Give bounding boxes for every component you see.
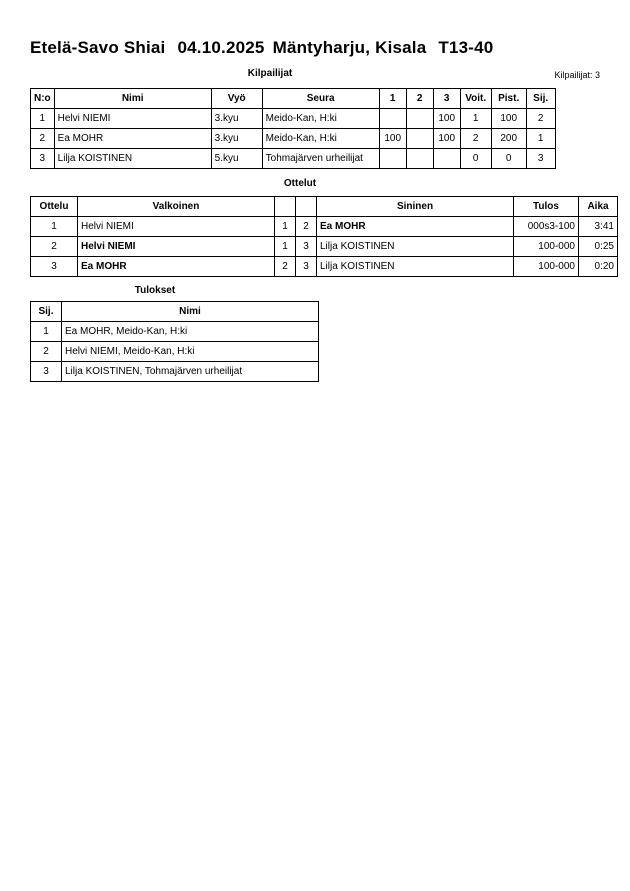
cell-opp-2 <box>406 129 433 149</box>
col-no: N:o <box>31 89 55 109</box>
cell-wins: 0 <box>460 149 491 169</box>
cell-club: Tohmajärven urheilijat <box>262 149 379 169</box>
cell-rank: 1 <box>31 322 62 342</box>
event-place: Mäntyharju, Kisala <box>272 38 427 57</box>
cell-wins: 1 <box>460 109 491 129</box>
cell-time: 3:41 <box>579 217 618 237</box>
cell-match: 2 <box>31 237 78 257</box>
table-row <box>31 322 319 342</box>
cell-rank: 1 <box>526 129 555 149</box>
cell-club: Meido-Kan, H:ki <box>262 129 379 149</box>
table-row <box>31 257 618 277</box>
col-white: Valkoinen <box>78 197 275 217</box>
cell-belt: 5.kyu <box>211 149 262 169</box>
col-club: Seura <box>262 89 379 109</box>
cell-opp-1: 100 <box>379 129 406 149</box>
cell-rank: 3 <box>526 149 555 169</box>
cell-rank: 3 <box>31 362 62 382</box>
event-category: T13-40 <box>438 38 494 57</box>
cell-wins: 2 <box>460 129 491 149</box>
table-header-row <box>31 197 618 217</box>
col-white-no <box>275 197 296 217</box>
competitor-count: Kilpailijat: 3 <box>554 70 600 80</box>
table-row <box>31 149 556 169</box>
col-belt: Vyö <box>211 89 262 109</box>
col-time: Aika <box>579 197 618 217</box>
col-rank: Sij. <box>526 89 555 109</box>
cell-rank: 2 <box>526 109 555 129</box>
cell-match: 3 <box>31 257 78 277</box>
table-header-row <box>31 89 556 109</box>
cell-points: 200 <box>491 129 526 149</box>
competitors-caption: Kilpailijat <box>247 68 293 79</box>
table-row <box>31 109 556 129</box>
col-match: Ottelu <box>31 197 78 217</box>
cell-no: 2 <box>31 129 55 149</box>
table-header-row <box>31 302 319 322</box>
cell-no: 3 <box>31 149 55 169</box>
competitors-table <box>30 88 556 169</box>
cell-white: Helvi NIEMI <box>78 217 275 237</box>
col-opp-2: 2 <box>406 89 433 109</box>
cell-name: Ea MOHR <box>54 129 211 149</box>
cell-blue-no: 3 <box>296 237 317 257</box>
col-name: Nimi <box>62 302 319 322</box>
table-row <box>31 342 319 362</box>
cell-opp-2 <box>406 149 433 169</box>
col-points: Pist. <box>491 89 526 109</box>
cell-time: 0:25 <box>579 237 618 257</box>
cell-name: Helvi NIEMI, Meido-Kan, H:ki <box>62 342 319 362</box>
table-row <box>31 362 319 382</box>
cell-time: 0:20 <box>579 257 618 277</box>
cell-blue-no: 2 <box>296 217 317 237</box>
results-table <box>30 301 319 382</box>
table-row <box>31 129 556 149</box>
cell-result: 100-000 <box>514 257 579 277</box>
cell-white: Ea MOHR <box>78 257 275 277</box>
cell-opp-3 <box>433 149 460 169</box>
cell-white-no: 2 <box>275 257 296 277</box>
results-caption: Tulokset <box>134 285 176 296</box>
col-wins: Voit. <box>460 89 491 109</box>
table-row <box>31 217 618 237</box>
cell-name: Lilja KOISTINEN <box>54 149 211 169</box>
cell-blue-no: 3 <box>296 257 317 277</box>
cell-blue: Lilja KOISTINEN <box>317 237 514 257</box>
col-opp-3: 3 <box>433 89 460 109</box>
event-name: Etelä-Savo Shiai <box>30 38 166 57</box>
cell-result: 100-000 <box>514 237 579 257</box>
matches-caption: Ottelut <box>283 178 317 189</box>
cell-opp-1 <box>379 109 406 129</box>
col-rank: Sij. <box>31 302 62 322</box>
col-blue: Sininen <box>317 197 514 217</box>
cell-white-no: 1 <box>275 217 296 237</box>
matches-table <box>30 196 618 277</box>
cell-no: 1 <box>31 109 55 129</box>
cell-name: Lilja KOISTINEN, Tohmajärven urheilijat <box>62 362 319 382</box>
cell-blue: Lilja KOISTINEN <box>317 257 514 277</box>
col-opp-1: 1 <box>379 89 406 109</box>
cell-opp-3: 100 <box>433 109 460 129</box>
col-name: Nimi <box>54 89 211 109</box>
cell-name: Ea MOHR, Meido-Kan, H:ki <box>62 322 319 342</box>
table-row <box>31 237 618 257</box>
cell-opp-3: 100 <box>433 129 460 149</box>
event-date: 04.10.2025 <box>177 38 265 57</box>
cell-name: Helvi NIEMI <box>54 109 211 129</box>
cell-points: 100 <box>491 109 526 129</box>
cell-club: Meido-Kan, H:ki <box>262 109 379 129</box>
cell-opp-1 <box>379 149 406 169</box>
cell-points: 0 <box>491 149 526 169</box>
cell-white-no: 1 <box>275 237 296 257</box>
col-blue-no <box>296 197 317 217</box>
cell-result: 000s3-100 <box>514 217 579 237</box>
page-title <box>30 38 493 58</box>
cell-rank: 2 <box>31 342 62 362</box>
cell-match: 1 <box>31 217 78 237</box>
cell-blue: Ea MOHR <box>317 217 514 237</box>
cell-belt: 3.kyu <box>211 129 262 149</box>
cell-white: Helvi NIEMI <box>78 237 275 257</box>
col-result: Tulos <box>514 197 579 217</box>
cell-belt: 3.kyu <box>211 109 262 129</box>
cell-opp-2 <box>406 109 433 129</box>
